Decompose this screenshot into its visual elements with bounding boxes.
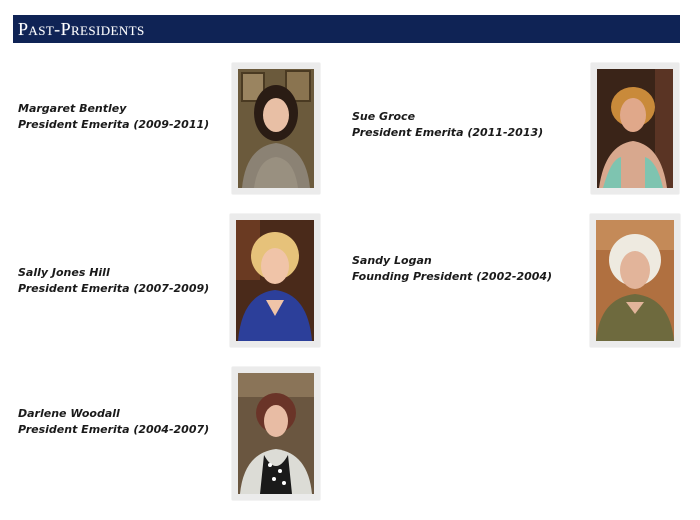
- president-name: Sally Jones Hill: [18, 266, 110, 279]
- president-name: Darlene Woodall: [18, 407, 120, 420]
- portrait-image: [236, 220, 314, 341]
- president-role: President Emerita (2004-2007): [18, 423, 210, 436]
- president-entry: [18, 265, 209, 297]
- portrait-image: [596, 220, 674, 341]
- president-entry: [18, 101, 209, 133]
- president-role: Founding President (2002-2004): [352, 270, 553, 283]
- president-entry: [18, 406, 209, 438]
- president-entry: [352, 109, 543, 141]
- president-name: Margaret Bentley: [18, 102, 127, 115]
- president-role: President Emerita (2009-2011): [18, 118, 210, 131]
- president-name: Sandy Logan: [352, 254, 432, 267]
- page-title: Past-Presidents: [18, 18, 145, 39]
- president-name: Sue Groce: [352, 110, 416, 123]
- section-header: [13, 15, 680, 43]
- president-entry: [352, 253, 552, 285]
- president-photo: [230, 214, 320, 347]
- portrait-image: [238, 373, 314, 494]
- portrait-image: [238, 69, 314, 188]
- president-photo: [590, 214, 680, 347]
- president-photo: [232, 367, 320, 500]
- president-role: President Emerita (2007-2009): [18, 282, 210, 295]
- president-photo: [591, 63, 679, 194]
- president-photo: [232, 63, 320, 194]
- portrait-image: [597, 69, 673, 188]
- president-role: President Emerita (2011-2013): [352, 126, 544, 139]
